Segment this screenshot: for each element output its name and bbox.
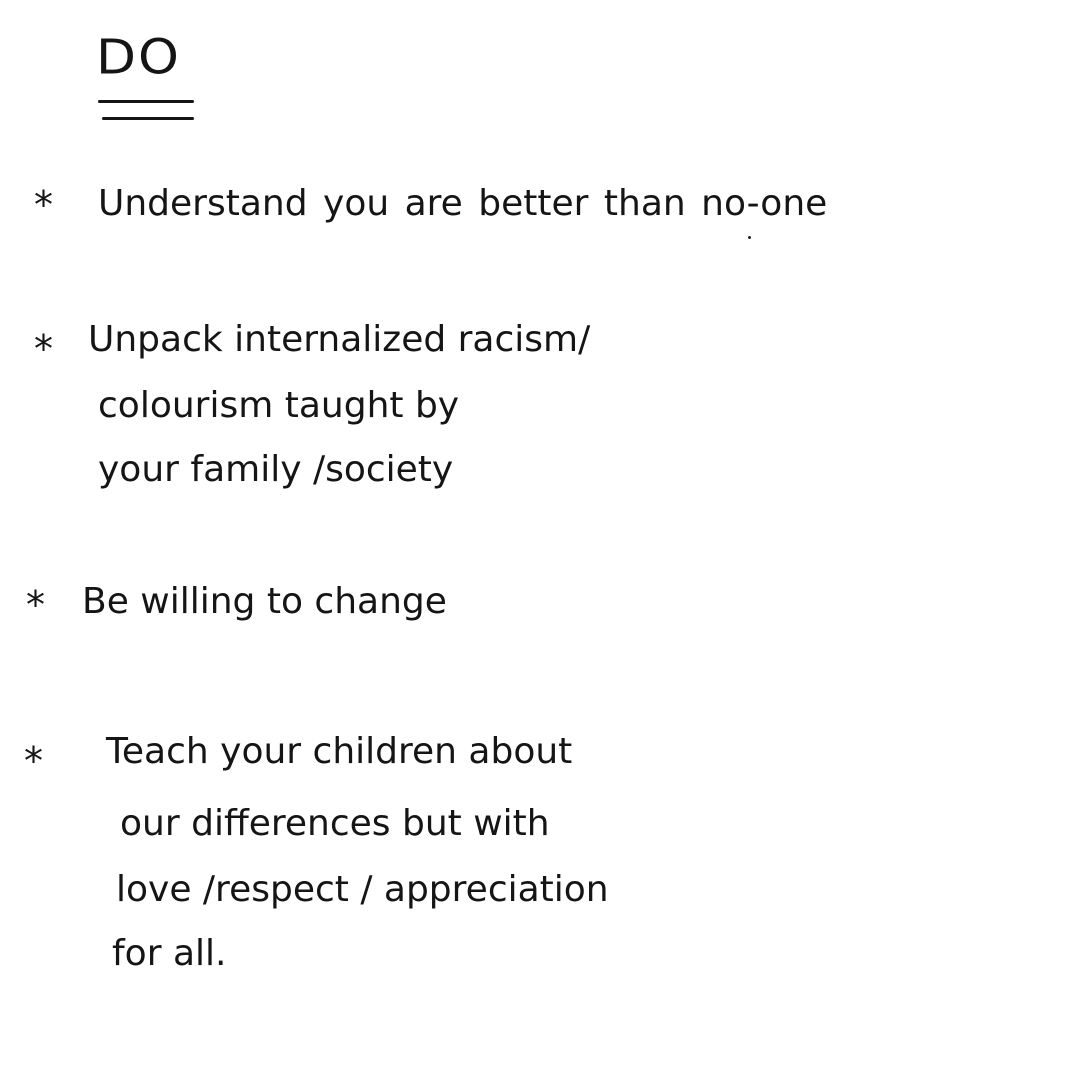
asterisk-icon: *: [26, 583, 45, 627]
page-title: DO: [96, 30, 181, 86]
list-item-line: love /respect / appreciation: [116, 869, 609, 910]
list-item-line: for all.: [112, 933, 227, 974]
asterisk-icon: *: [24, 739, 43, 783]
list-item-line: Understand you are better than no-one: [98, 183, 828, 224]
list-item-line: Unpack internalized racism/: [88, 319, 591, 360]
title-underline-bottom: [102, 117, 194, 120]
list-item-line: Be willing to change: [82, 581, 447, 622]
list-item-line: our differences but with: [120, 803, 550, 844]
asterisk-icon: *: [34, 183, 53, 227]
ink-dot: [748, 236, 751, 239]
list-item-line: colourism taught by: [98, 385, 460, 426]
list-item-line: your family /society: [98, 449, 454, 490]
title-underline-top: [98, 100, 194, 103]
list-item-line: Teach your children about: [106, 731, 573, 772]
asterisk-icon: *: [34, 327, 53, 371]
